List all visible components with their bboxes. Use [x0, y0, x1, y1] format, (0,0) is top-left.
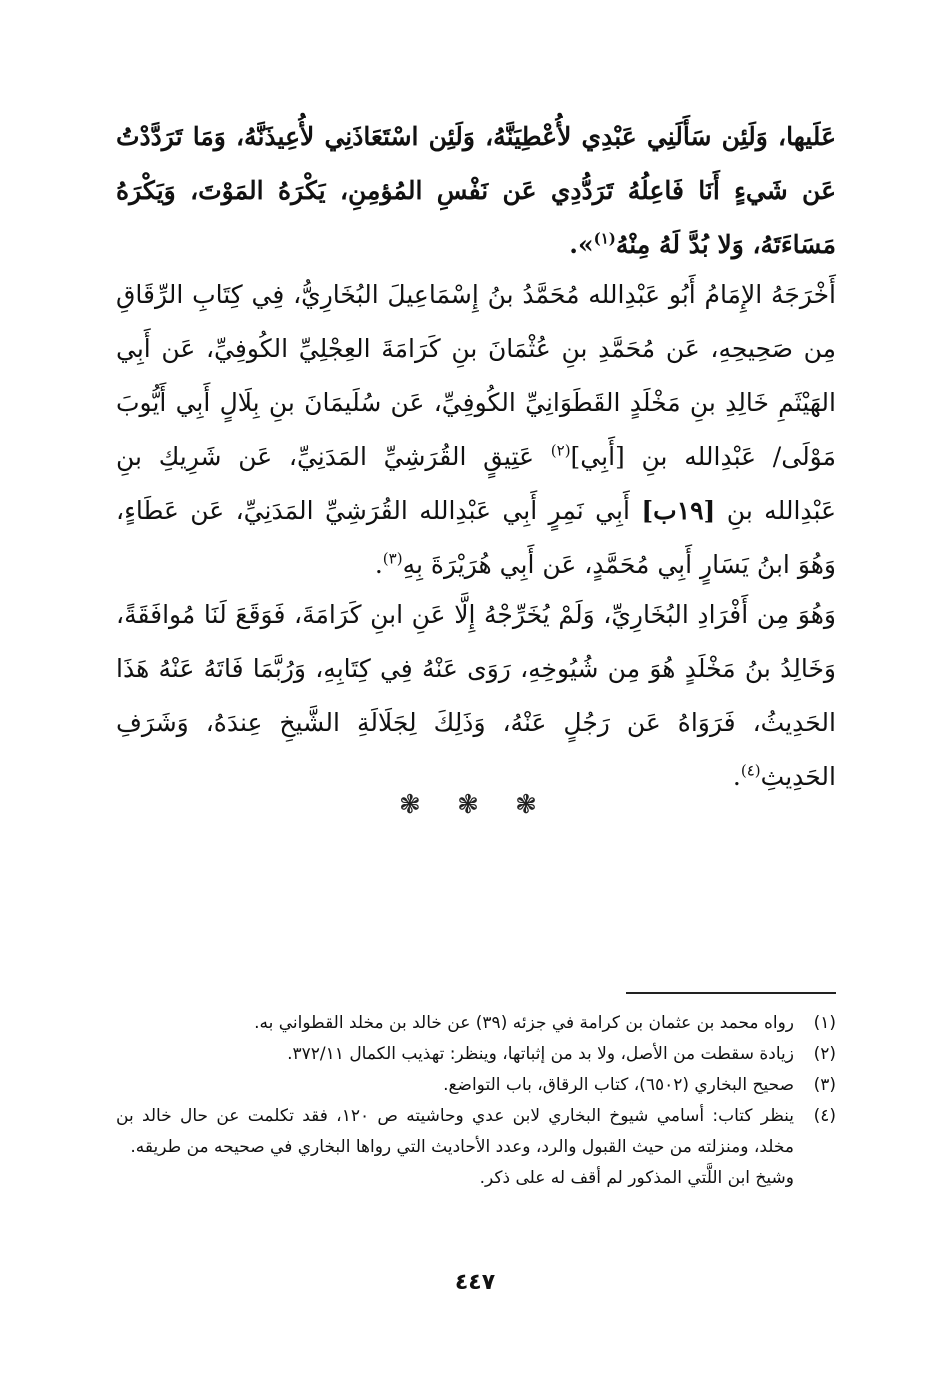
footnote-number: (٣) [813, 1075, 836, 1095]
paragraph-ending: . [374, 550, 383, 579]
footnote-ref-3: (٣) [382, 549, 403, 568]
footnote-ref-2: (٢) [550, 441, 571, 460]
footnote-item [116, 1039, 836, 1070]
section-separator-ornament: ❃ ❃ ❃ [399, 790, 551, 820]
paragraph-text: عَلَيها، وَلَئِن سَأَلَنِي عَبْدِي لأُعْطِيَنَّهُ، وَلَئِن اسْتَعَاذَنِي لأُعِيذَنَّهُ، وَمَا تَرَدَّدْتُ عَن شَيءٍ أَنَا فَاعِلُهُ تَرَدُّدِي عَن نَفْسِ المُؤمِنِ، يَكْرَهُ المَوْتَ، وَيَكْرَهُ مَسَاءَتَهُ، وَلا بُدَّ لَهُ مِنْهُ [116, 122, 836, 259]
paragraph-hadith-ending [116, 110, 836, 272]
paragraph-text: أَخْرَجَهُ الإِمَامُ أَبُو عَبْدِالله مُحَمَّدُ بنُ إِسْمَاعِيلَ البُخَارِيُّ، فِي كِتَابِ الرِّقَاقِ مِن صَحِيحِهِ، عَن مُحَمَّدِ بنِ عُثْمَانَ بنِ كَرَامَةَ العِجْلِيِّ الكُوفِيِّ، عَن أَبِي الهَيْثَمِ خَالِدِ بنِ مَخْلَدٍ القَطَوَانِيِّ الكُوفِيِّ، عَن سُلَيمَانَ بنِ بِلَالٍ أَبِي أَيُّوبَ مَوْلَى/ عَبْدِالله بنِ [أَبِي] [116, 280, 836, 471]
manuscript-folio-marker: [١٩ب] [641, 496, 716, 525]
paragraph-takhrij [116, 268, 836, 592]
footnote-number: (١) [813, 1013, 836, 1033]
footnote-text: ينظر كتاب: أسامي شيوخ البخاري لابن عدي وحاشيته ص ١٢٠، فقد تكلمت عن حال خالد بن مخلد، ومنزلته من حيث القبول والرد، وعدد الأحاديث التي رواها البخاري في صحيحه من طريقه. [116, 1106, 794, 1157]
footnote-ref-1: (١) [593, 229, 616, 248]
footnote-text: زيادة سقطت من الأصل، ولا بد من إثباتها، وينظر: تهذيب الكمال ٣٧٢/١١. [287, 1044, 794, 1064]
paragraph-text: أَبِي نَمِرٍ أَبِي عَبْدِالله القُرَشِيِّ المَدَنِيِّ، عَن عَطَاءٍ، وَهُوَ ابنُ يَسَارٍ أَبِي مُحَمَّدٍ، عَن أَبِي هُرَيْرَةَ بِهِ [116, 496, 836, 579]
footnote-text: رواه محمد بن عثمان بن كرامة في جزئه (٣٩) عن خالد بن مخلد القطواني به. [254, 1013, 794, 1033]
page-number: ٤٤٧ [454, 1270, 496, 1295]
footnote-item [116, 1008, 836, 1039]
footnote-number: (٤) [813, 1106, 836, 1126]
paragraph-text: وَهُوَ مِن أَفْرَادِ البُخَارِيِّ، وَلَمْ يُخَرِّجْهُ إِلَّا عَنِ ابنِ كَرَامَةَ، فَوَقَعَ لَنَا مُوافَقَةً، وَخَالِدُ بنُ مَخْلَدٍ هُوَ مِن شُيُوخِهِ، رَوَى عَنْهُ فِي كِتَابِهِ، وَرُبَّمَا فَاتَهُ عَنْهُ هَذَا الحَدِيثُ، فَرَوَاهُ عَن رَجُلٍ عَنْهُ، وَذَلِكَ لِجَلَالَةِ الشَّيخِ عِندَهُ، وَشَرَفِ الحَدِيثِ [116, 600, 836, 791]
footnotes [116, 1008, 836, 1194]
paragraph-ending: . [732, 762, 741, 791]
footnote-item [116, 1070, 836, 1101]
paragraph-commentary [116, 588, 836, 804]
footnote-number: (٢) [813, 1044, 836, 1064]
paragraph-text: عَتِيقٍ القُرَشِيِّ المَدَنِيِّ، عَن شَرِيكِ بنِ عَبْدِالله بنِ [116, 442, 837, 525]
footnote-continuation: وشيخ ابن اللَّتي المذكور لم أقف له على ذكر. [479, 1168, 794, 1188]
footnote-text: صحيح البخاري (٦٥٠٢)، كتاب الرقاق، باب التواضع. [443, 1075, 794, 1095]
footnote-divider [626, 992, 836, 994]
paragraph-ending: ». [569, 230, 594, 259]
footnote-item [116, 1101, 836, 1163]
footnote-ref-4: (٤) [740, 761, 761, 780]
